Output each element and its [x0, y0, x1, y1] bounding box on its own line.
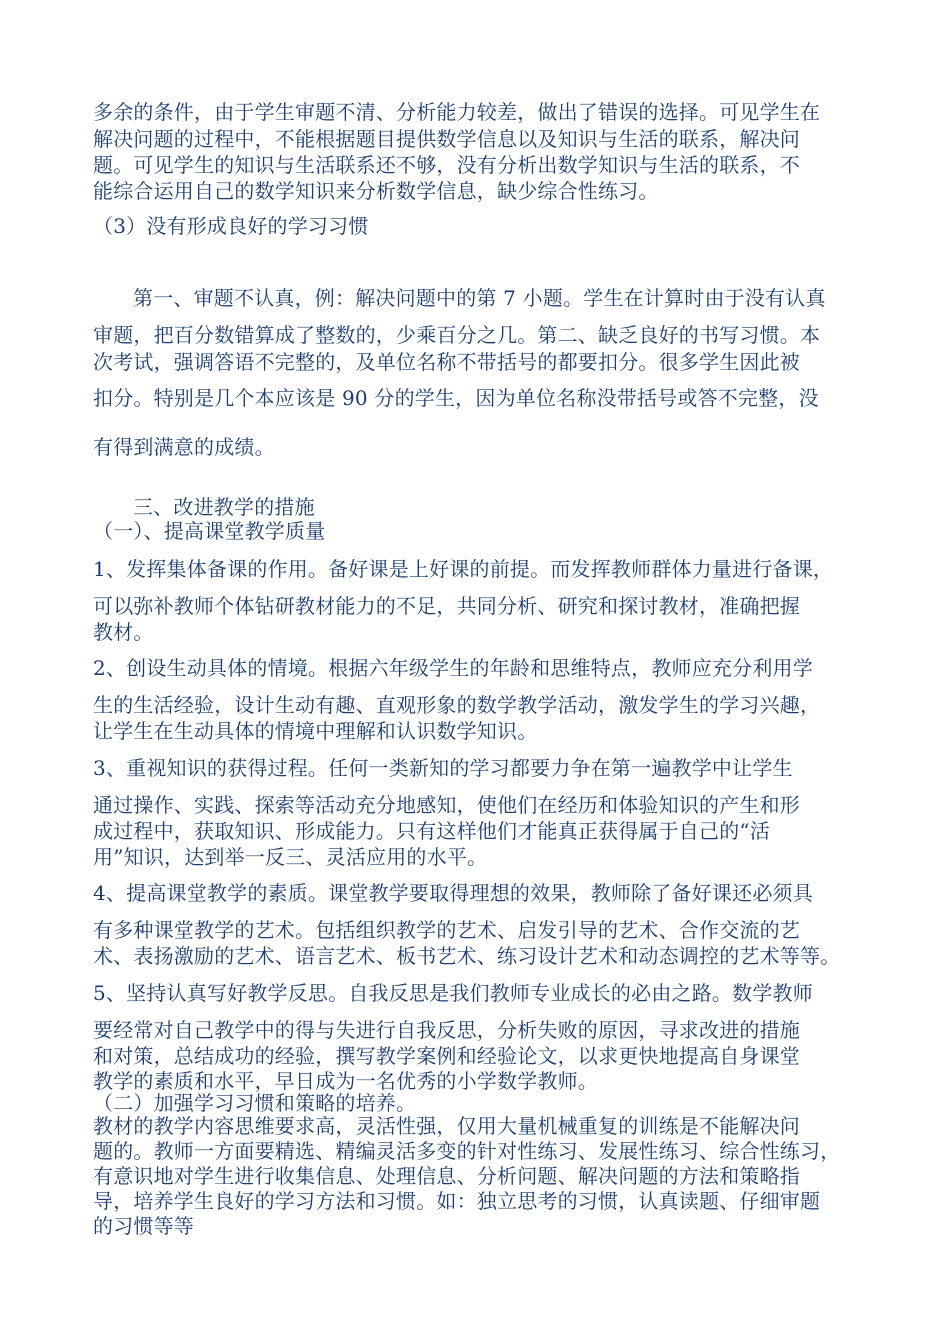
paragraph-line: 的习惯等等: [93, 1214, 194, 1238]
paragraph-line: 题的。教师一方面要精选、精编灵活多变的针对性练习、发展性练习、综合性练习，: [93, 1139, 841, 1163]
section-heading: 三、改进教学的措施: [133, 495, 315, 519]
list-item-line: 和对策，总结成功的经验，撰写教学案例和经验论文，以求更快地提高自身课堂: [93, 1044, 800, 1068]
paragraph-line: 有得到满意的成绩。: [93, 435, 275, 459]
list-item-line: 可以弥补教师个体钻研教材能力的不足，共同分析、研究和探讨教材，准确把握: [93, 594, 800, 618]
paragraph-line: 解决问题的过程中，不能根据题目提供数学信息以及知识与生活的联系，解决问: [93, 127, 800, 151]
list-item-line: 2、创设生动具体的情境。根据六年级学生的年龄和思维特点，教师应充分利用学: [93, 656, 813, 680]
paragraph-line: 导，培养学生良好的学习方法和习惯。如：独立思考的习惯，认真读题、仔细审题: [93, 1189, 821, 1213]
list-item-line: 1、发挥集体备课的作用。备好课是上好课的前提。而发挥教师群体力量进行备课，: [93, 557, 834, 581]
paragraph-line: 第一、审题不认真，例：解决问题中的第 7 小题。学生在计算时由于没有认真: [133, 286, 826, 310]
paragraph-line: 题。可见学生的知识与生活联系还不够，没有分析出数学知识与生活的联系，不: [93, 153, 800, 177]
list-item-line: 有多种课堂教学的艺术。包括组织教学的艺术、启发引导的艺术、合作交流的艺: [93, 918, 800, 942]
paragraph-line: 教材的教学内容思维要求高，灵活性强，仅用大量机械重复的训练是不能解决问: [93, 1114, 800, 1138]
subsection-heading: （二）加强学习习惯和策略的培养。: [93, 1091, 417, 1115]
subsection-heading: （一）、提高课堂教学质量: [93, 519, 326, 543]
list-item-line: 让学生在生动具体的情境中理解和认识数学知识。: [93, 719, 538, 743]
list-item-line: 要经常对自己教学中的得与失进行自我反思，分析失败的原因，寻求改进的措施: [93, 1018, 800, 1042]
list-item-line: 用”知识，达到举一反三、灵活应用的水平。: [93, 845, 488, 869]
list-item-line: 生的生活经验，设计生动有趣、直观形象的数学教学活动，激发学生的学习兴趣，: [93, 693, 821, 717]
section-heading: （3）没有形成良好的学习习惯: [93, 214, 369, 238]
list-item-line: 4、提高课堂教学的素质。课堂教学要取得理想的效果，教师除了备好课还必须具: [93, 881, 813, 905]
list-item-line: 教材。: [93, 620, 154, 644]
list-item-line: 通过操作、实践、探索等活动充分地感知，使他们在经历和体验知识的产生和形: [93, 793, 800, 817]
paragraph-line: 扣分。特别是几个本应该是 90 分的学生，因为单位名称没带括号或答不完整，没: [93, 386, 819, 410]
list-item-line: 术、表扬激励的艺术、语言艺术、板书艺术、练习设计艺术和动态调控的艺术等等。: [93, 944, 841, 968]
paragraph-line: 多余的条件，由于学生审题不清、分析能力较差，做出了错误的选择。可见学生在: [93, 100, 821, 124]
list-item-line: 5、坚持认真写好教学反思。自我反思是我们教师专业成长的必由之路。数学教师: [93, 981, 813, 1005]
list-item-line: 教学的素质和水平，早日成为一名优秀的小学数学教师。: [93, 1069, 598, 1093]
list-item-line: 3、重视知识的获得过程。任何一类新知的学习都要力争在第一遍教学中让学生: [93, 756, 793, 780]
paragraph-line: 次考试，强调答语不完整的，及单位名称不带括号的都要扣分。很多学生因此被: [93, 350, 800, 374]
list-item-line: 成过程中，获取知识、形成能力。只有这样他们才能真正获得属于自己的“活: [93, 819, 771, 843]
paragraph-line: 能综合运用自己的数学知识来分析数学信息，缺少综合性练习。: [93, 179, 659, 203]
paragraph-line: 审题，把百分数错算成了整数的，少乘百分之几。第二、缺乏良好的书写习惯。本: [93, 323, 821, 347]
paragraph-line: 有意识地对学生进行收集信息、处理信息、分析问题、解决问题的方法和策略指: [93, 1164, 800, 1188]
